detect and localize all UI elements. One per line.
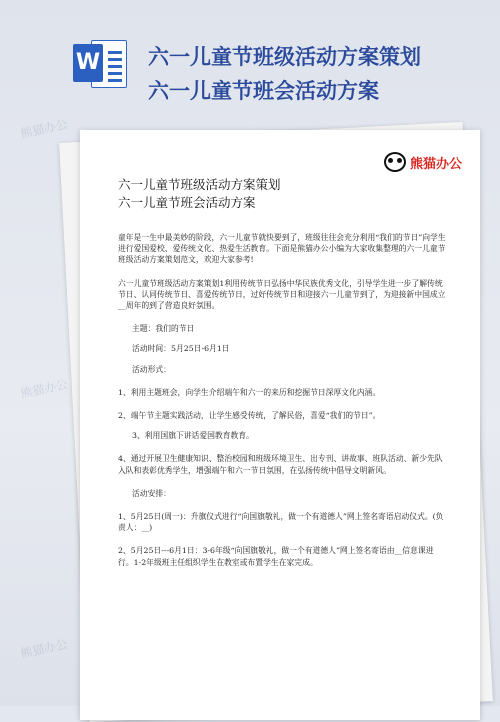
paragraph: 童年是一生中最美妙的阶段，六一儿童节就快要到了，班级往往会充分利用“我们的节日”向学生进行爱国爱校、爱传统文化、热爱生活教育。下面是熊猫办公小编为大家收集整理的六一儿童节班级活动方案策划范文，欢迎大家参考! bbox=[118, 233, 446, 265]
paragraph: 活动时间：5月25日-6月1日 bbox=[132, 344, 230, 354]
word-letter-badge: W bbox=[73, 44, 103, 82]
paragraph: 1、5月25日(周一)：升旗仪式进行“向国旗敬礼，做一个有道德人”网上签名寄语启动仪式。(负责人：__) bbox=[118, 512, 444, 533]
paragraph: 4、通过开展卫生健康知识、整治校园和班级环境卫生、出专刊、讲故事、班队活动、新少先队入队和表彰优秀学生，增强端午和六一节日氛围，在弘扬传统中倡导文明新风。 bbox=[118, 454, 443, 475]
header-title-line2: 六一儿童节班会活动方案 bbox=[148, 79, 379, 103]
header-title-line1: 六一儿童节班级活动方案策划 bbox=[148, 45, 421, 69]
paragraph: 主题：我们的节日 bbox=[132, 324, 195, 334]
document-body bbox=[118, 232, 448, 577]
paragraph: 六一儿童节班级活动方案策划1利用传统节日弘扬中华民族优秀文化，引导学生进一步了解传统节日、认同传统节日、喜爱传统节日，过好传统节日和迎接六一儿童节到了，为迎接新中国成立__周年的到了营造良好氛围。 bbox=[118, 278, 446, 311]
brand-text: 熊猫办公 bbox=[409, 156, 462, 172]
header-title bbox=[148, 40, 493, 108]
paragraph: 1、利用主题班会，向学生介绍端午和六一的来历和挖掘节日深厚文化内涵。 bbox=[118, 387, 381, 397]
word-icon bbox=[73, 36, 127, 90]
paragraph: 活动形式： bbox=[132, 364, 171, 374]
document-title-line1: 六一儿童节班级活动方案策划 bbox=[118, 177, 281, 192]
paragraph: 2、端午节主题实践活动，让学生感受传统，了解民俗，喜爱“我们的节日”。 bbox=[118, 411, 381, 421]
watermark: 熊猫办公 bbox=[19, 117, 70, 141]
paragraph: 活动安排： bbox=[132, 488, 171, 498]
watermark: 熊猫办公 bbox=[19, 637, 70, 661]
paragraph: 3、利用国旗下讲话爱国教育教育。 bbox=[132, 431, 254, 441]
paragraph: 2、5月25日---6月1日：3-6年级“向国旗敬礼，做一个有道德人”网上签名寄语由__信息课进行。1-2年级班主任组织学生在教室或布置学生在家完成。 bbox=[118, 546, 434, 567]
brand-logo bbox=[384, 152, 462, 172]
panda-icon bbox=[384, 152, 406, 172]
document-title bbox=[118, 176, 281, 212]
document-title-line2: 六一儿童节班会活动方案 bbox=[118, 195, 256, 210]
watermark: 熊猫办公 bbox=[19, 377, 70, 401]
document-page bbox=[80, 130, 480, 720]
